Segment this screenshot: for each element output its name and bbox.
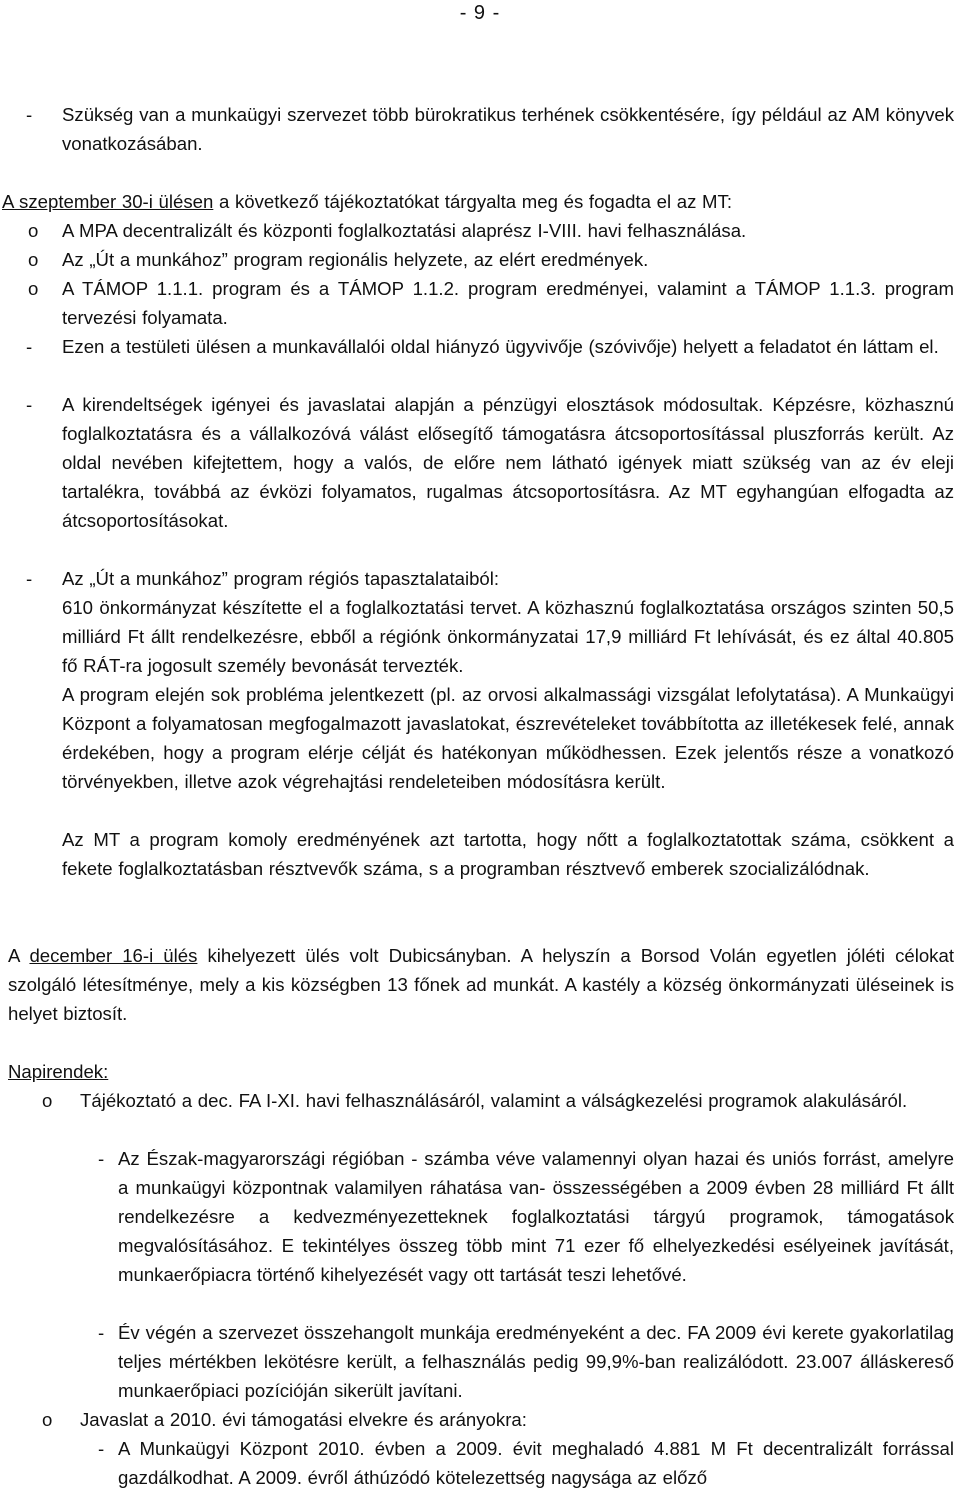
paragraph-spokesperson: Ezen a testületi ülésen a munkavállalói oldal hiányzó ügyvivője (szóvivője) helyett a feladatot én láttam el. [62, 336, 939, 357]
dash-bullet: - [98, 1438, 105, 1459]
dash-bullet: - [26, 568, 33, 589]
circle-bullet: o [28, 278, 39, 299]
agenda-item-tamop: A TÁMOP 1.1.1. program és a TÁMOP 1.1.2. program eredményei, valamint a TÁMOP 1.1.3. program tervezési folyamata. [62, 278, 954, 328]
circle-bullet: o [42, 1409, 53, 1430]
agenda-item-ut-a-munkahoz: Az „Út a munkához” program regionális helyzete, az elért eredmények. [62, 249, 649, 270]
dash-bullet: - [26, 336, 33, 357]
september-meeting-underlined: A szeptember 30-i ülésen [2, 191, 214, 212]
page-number: - 9 - [459, 2, 501, 24]
september-meeting-rest: a következő tájékoztatókat tárgyalta meg és fogadta el az MT: [213, 191, 732, 212]
paragraph-year-end-results: Év végén a szervezet összehangolt munkája eredményeként a dec. FA 2009 évi kerete gyakorlatilag teljes mértékben lekötésre került, a felhasználás pedig 99,9%-ban realizálódott. 23.007 álláskereső munkaerőpiaci pozícióján sikerült javítani. [118, 1322, 954, 1401]
december-meeting-paragraph [8, 941, 954, 1028]
dash-bullet: - [98, 1148, 105, 1169]
circle-bullet: o [28, 249, 39, 270]
agenda-heading [8, 1057, 308, 1086]
paragraph-am-books: Szükség van a munkaügyi szervezet több bürokratikus terhének csökkentésére, így például az AM könyvek vonatkozásában. [62, 104, 954, 154]
agenda-heading-text: Napirendek: [8, 1061, 109, 1082]
dash-bullet: - [26, 104, 33, 125]
agenda-item-2010-proposal: Javaslat a 2010. évi támogatási elvekre és arányokra: [80, 1409, 527, 1430]
agenda-item-mpa: A MPA decentralizált és központi foglalkoztatási alaprész I-VIII. havi felhasználása. [62, 220, 747, 241]
paragraph-regional-experience-3: Az MT a program komoly eredményének azt tartotta, hogy nőtt a foglalkoztatottak száma, csökkent a fekete foglalkoztatásban résztvevők száma, s a programban résztvevő emberek szocializálódnak. [62, 829, 954, 879]
dash-bullet: - [98, 1322, 105, 1343]
paragraph-regional-experience-1: 610 önkormányzat készítette el a foglalkoztatási tervet. A közhasznú foglalkoztatása országos szinten 50,5 milliárd Ft állt rendelkezésre, ebből a régiónk önkormányzatai 17,9 milliárd Ft lehívását, és ez által 40.805 fő RÁT-ra jogosult személy bevonását tervezték. [62, 597, 954, 676]
december-meeting-prefix: A [8, 945, 30, 966]
december-meeting-underlined: december 16-i ülés [29, 945, 198, 966]
agenda-item-fa-usage: Tájékoztató a dec. FA I-XI. havi felhasználásáról, valamint a válságkezelési programok alakulásáról. [80, 1090, 908, 1111]
paragraph-2010-budget: A Munkaügyi Központ 2010. évben a 2009. évit meghaladó 4.881 M Ft decentralizált forrással gazdálkodhat. A 2009. évről áthúzódó kötelezettség nagysága az előző [118, 1438, 954, 1488]
dash-bullet: - [26, 394, 33, 415]
december-meeting-rest: kihelyezett ülés volt Dubicsányban. A helyszín a Borsod Volán egyetlen jóléti célokat szolgáló létesítménye, mely a kis községben 13 főnek ad munkát. A kastély a község önkormányzati üléseinek is helyet biztosít. [8, 945, 954, 1024]
september-meeting-intro [2, 187, 954, 216]
paragraph-regional-experience-2: A program elején sok probléma jelentkezett (pl. az orvosi alkalmassági vizsgálat lefolytatása). A Munkaügyi Központ a folyamatosan megfogalmazott javaslatokat, észrevételeket továbbította az illetékesek felé, annak érdekében, hogy a program elérje célját és hatékonyan működhessen. Ezek jelentős része a vonatkozó törvényekben, illetve azok végrehajtási rendeleteiben módosításra került. [62, 684, 954, 792]
paragraph-regional-experience-heading: Az „Út a munkához” program régiós tapasztalataiból: [62, 568, 500, 589]
circle-bullet: o [28, 220, 39, 241]
circle-bullet: o [42, 1090, 53, 1111]
paragraph-north-hungary-funds: Az Észak-magyarországi régióban - számba véve valamennyi olyan hazai és uniós forrást, amelyre a munkaügyi központnak valamilyen ráhatása van- összességében a 2009 évben 28 milliárd Ft állt rendelkezésre a kedvezményezetteknek foglalkoztatási tárgyú programok, támogatások megvalósításához. E tekintélyes összeg több mint 71 ezer fő elhelyezkedési esélyeinek javítását, munkaerőpiacra történő kihelyezését vagy ott tartását teszi lehetővé. [118, 1148, 954, 1285]
paragraph-reallocation: A kirendeltségek igényei és javaslatai alapján a pénzügyi elosztások módosultak. Képzésre, közhasznú foglalkoztatásra és a vállalkozóvá válást elősegítő támogatásra átcsoportosítással pluszforrás került. Az oldal nevében kifejtettem, hogy a valós, de előre nem látható igények miatt szükség van az év eleji tartalékra, továbbá az évközi folyamatos, rugalmas átcsoportosításra. Az MT egyhangúan elfogadta az átcsoportosításokat. [62, 394, 954, 531]
